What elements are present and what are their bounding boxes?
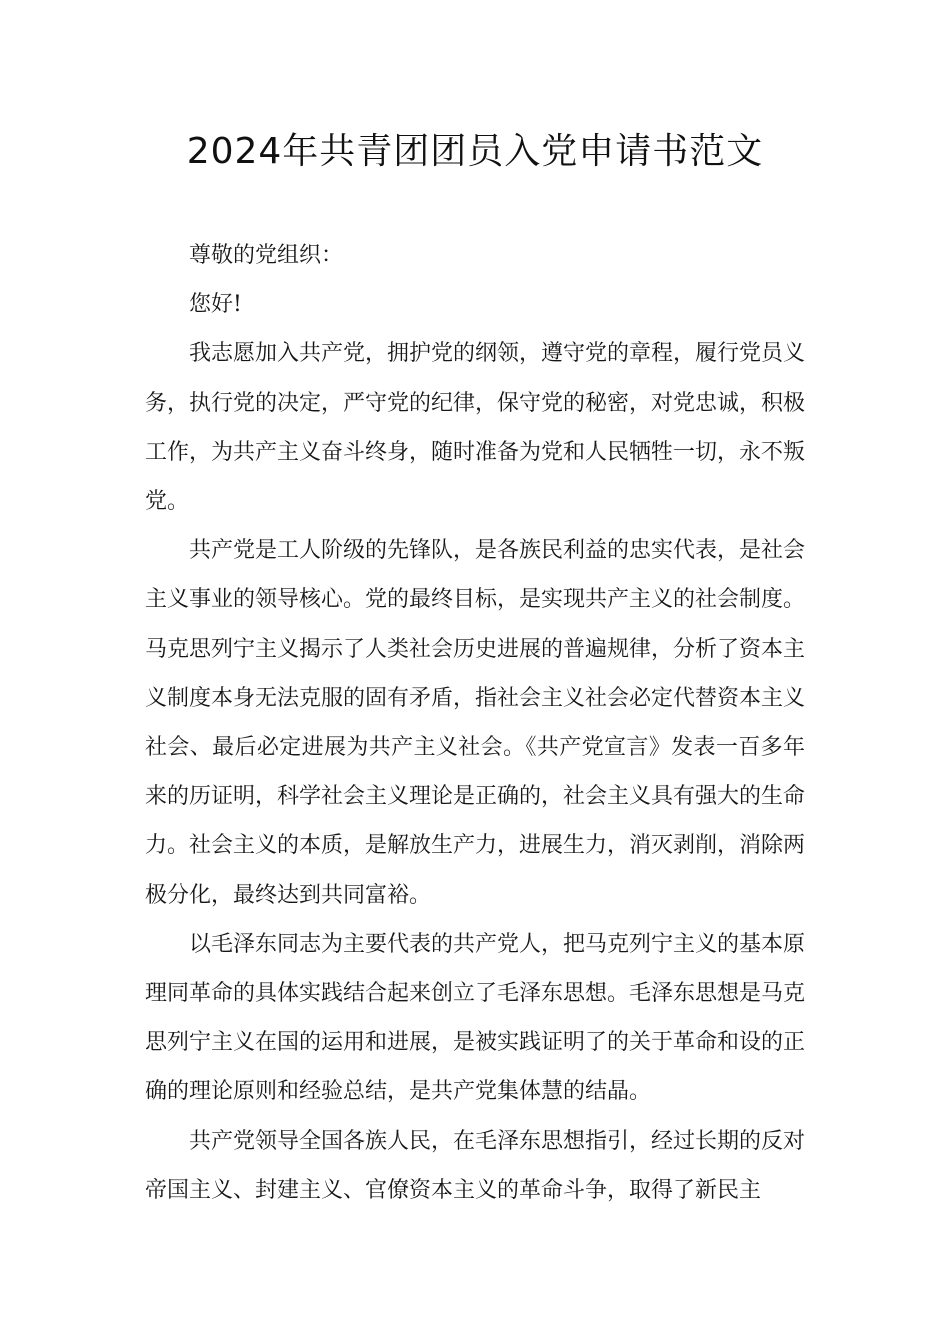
- greeting: 您好!: [189, 292, 242, 318]
- document-body: [145, 231, 805, 1215]
- paragraph: 我志愿加入共产党，拥护党的纲领，遵守党的章程，履行党员义务，执行党的决定，严守党的纪律，保守党的秘密，对党忠诚，积极工作，为共产主义奋斗终身，随时准备为党和人民牺牲一切，永不叛党。: [145, 341, 806, 515]
- paragraph: 共产党领导全国各族人民，在毛泽东思想指引，经过长期的反对帝国主义、封建主义、官僚资本主义的革命斗争，取得了新民主: [145, 1128, 806, 1203]
- document-title: 2024年共青团团员入党申请书范文: [186, 131, 764, 172]
- paragraph: 以毛泽东同志为主要代表的共产党人，把马克列宁主义的基本原理同革命的具体实践结合起来创立了毛泽东思想。毛泽东思想是马克思列宁主义在国的运用和进展，是被实践证明了的关于革命和设的正确的理论原则和经验总结，是共产党集体慧的结晶。: [145, 931, 806, 1105]
- salutation: 尊敬的党组织：: [189, 243, 344, 268]
- paragraph: 共产党是工人阶级的先锋队，是各族民利益的忠实代表，是社会主义事业的领导核心。党的最终目标，是实现共产主义的社会制度。马克思列宁主义揭示了人类社会历史进展的普遍规律，分析了资本主义制度本身无法克服的固有矛盾，指社会主义社会必定代替资本主义社会、最后必定进展为共产主义社会。《共产党宣言》发表一百多年来的历证明，科学社会主义理论是正确的，社会主义具有强大的生命力。社会主义的本质，是解放生产力，进展生力，消灭剥削，消除两极分化，最终达到共同富裕。: [145, 538, 806, 908]
